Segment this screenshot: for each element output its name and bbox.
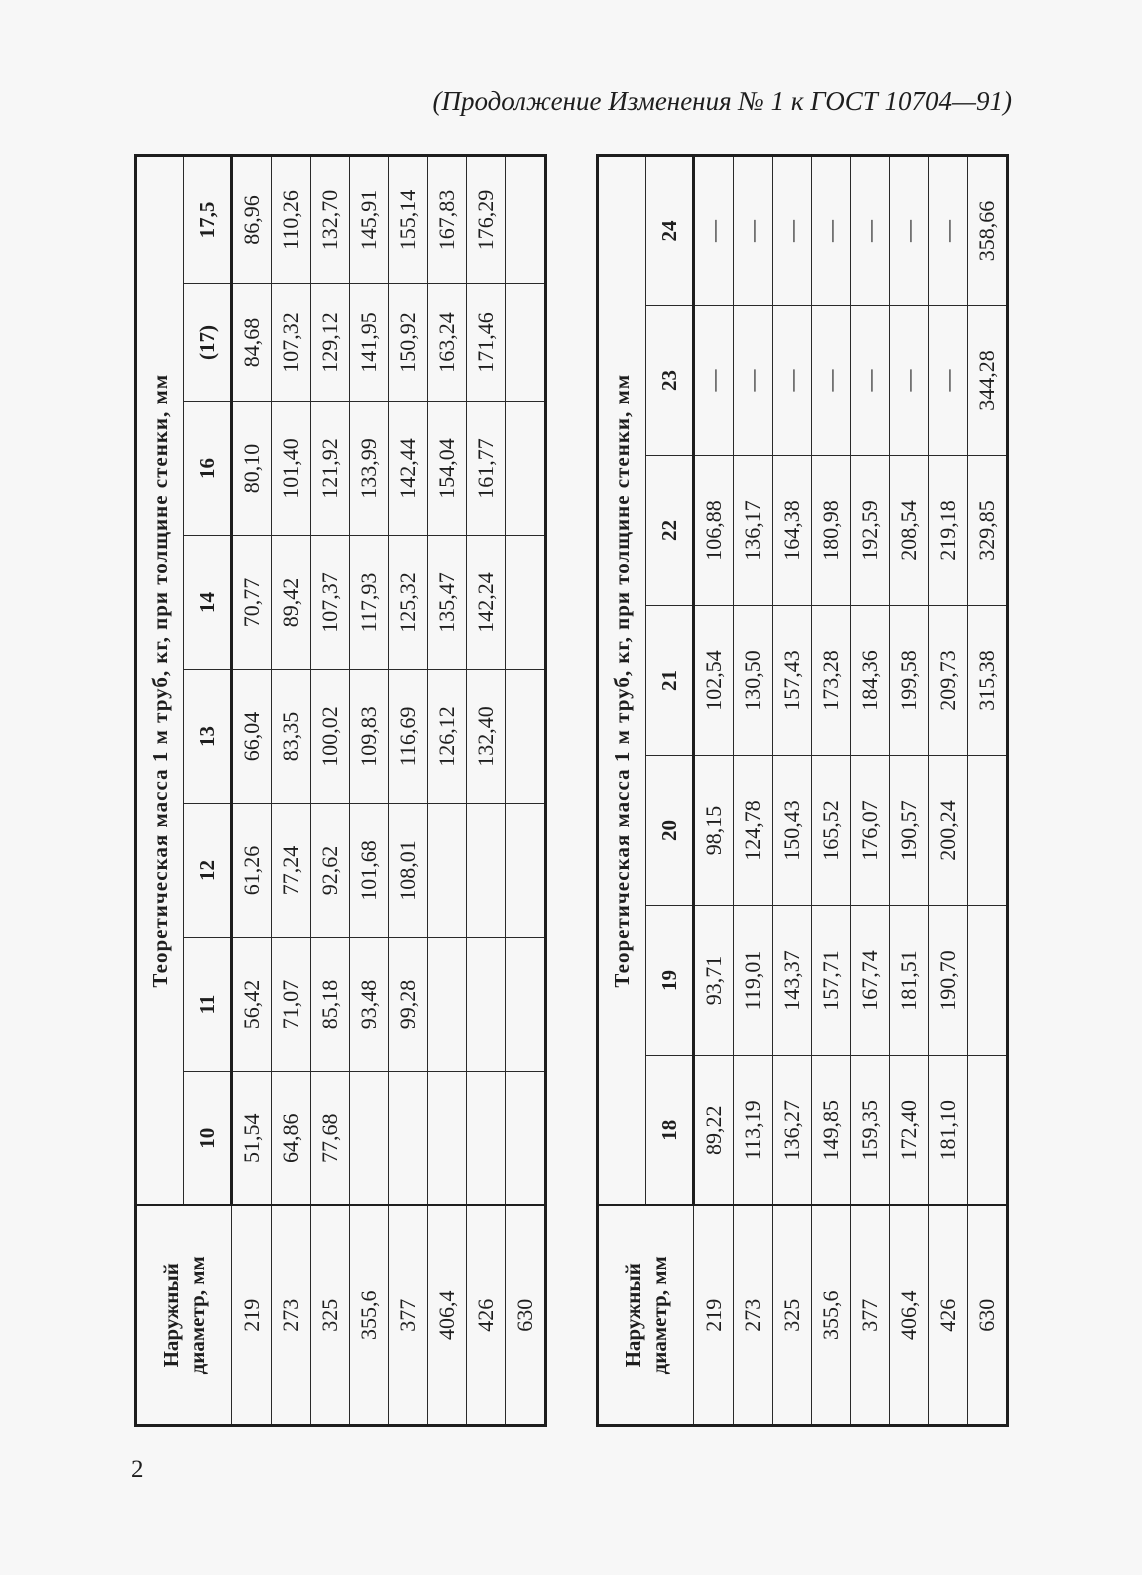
mass-header: Теоретическая масса 1 м труб, кг, при толщине стенки, мм (598, 155, 646, 1205)
diameter-cell: 219 (694, 1206, 734, 1426)
mass-cell: — (734, 306, 773, 456)
mass-cell (428, 1072, 467, 1206)
mass-cell: 70,77 (232, 536, 272, 670)
mass-cell: 358,66 (968, 155, 1008, 305)
thickness-header: 18 (646, 1056, 694, 1206)
mass-cell: 101,40 (272, 402, 311, 536)
mass-cell: 99,28 (389, 938, 428, 1072)
mass-cell: 181,10 (929, 1056, 968, 1206)
mass-table-2 (596, 157, 1009, 1427)
mass-cell: 93,48 (350, 938, 389, 1072)
thickness-header: 16 (184, 402, 232, 536)
diameter-cell: 426 (467, 1206, 506, 1426)
mass-cell (506, 804, 546, 938)
thickness-header: 12 (184, 804, 232, 938)
mass-cell: 200,24 (929, 756, 968, 906)
thickness-header: 17,5 (184, 155, 232, 283)
mass-cell: 130,50 (734, 606, 773, 756)
mass-cell: 61,26 (232, 804, 272, 938)
mass-cell: 142,44 (389, 402, 428, 536)
mass-cell: 164,38 (773, 456, 812, 606)
mass-cell (506, 536, 546, 670)
mass-cell: 107,32 (272, 284, 311, 402)
diameter-cell: 355,6 (812, 1206, 851, 1426)
table-row (272, 155, 311, 1425)
page-number: 2 (131, 1456, 144, 1483)
mass-cell: 133,99 (350, 402, 389, 536)
table-row (467, 155, 506, 1425)
mass-cell: 124,78 (734, 756, 773, 906)
mass-cell (428, 938, 467, 1072)
diameter-cell: 377 (851, 1206, 890, 1426)
mass-cell: 157,43 (773, 606, 812, 756)
mass-table-1 (134, 157, 547, 1427)
mass-cell: 219,18 (929, 456, 968, 606)
diameter-header: Наружный диаметр, мм (136, 1206, 232, 1426)
diameter-cell: 325 (773, 1206, 812, 1426)
mass-cell: 110,26 (272, 155, 311, 283)
mass-cell: 209,73 (929, 606, 968, 756)
mass-cell: 64,86 (272, 1072, 311, 1206)
mass-cell (506, 938, 546, 1072)
table-row (506, 155, 546, 1425)
thickness-header: 20 (646, 756, 694, 906)
mass-cell: 56,42 (232, 938, 272, 1072)
mass-cell: 107,37 (311, 536, 350, 670)
mass-cell (506, 284, 546, 402)
mass-cell: — (890, 155, 929, 305)
diameter-cell: 406,4 (428, 1206, 467, 1426)
diameter-cell: 630 (506, 1206, 546, 1426)
mass-cell: 136,27 (773, 1056, 812, 1206)
mass-cell: 161,77 (467, 402, 506, 536)
diameter-cell: 273 (734, 1206, 773, 1426)
mass-cell: 108,01 (389, 804, 428, 938)
mass-cell: 171,46 (467, 284, 506, 402)
mass-cell: 113,19 (734, 1056, 773, 1206)
table-row (851, 155, 890, 1425)
mass-cell: 143,37 (773, 906, 812, 1056)
diameter-cell: 325 (311, 1206, 350, 1426)
diameter-cell: 355,6 (350, 1206, 389, 1426)
diameter-cell: 630 (968, 1206, 1008, 1426)
mass-cell: 129,12 (311, 284, 350, 402)
mass-cell: 106,88 (694, 456, 734, 606)
mass-cell: 121,92 (311, 402, 350, 536)
mass-cell: 51,54 (232, 1072, 272, 1206)
mass-cell: 93,71 (694, 906, 734, 1056)
mass-cell: — (812, 306, 851, 456)
mass-cell: 155,14 (389, 155, 428, 283)
table-row (890, 155, 929, 1425)
mass-cell: 92,62 (311, 804, 350, 938)
mass-cell: 66,04 (232, 670, 272, 804)
mass-cell: — (851, 155, 890, 305)
mass-cell: 344,28 (968, 306, 1008, 456)
table-row (428, 155, 467, 1425)
mass-cell: 180,98 (812, 456, 851, 606)
thickness-header: 23 (646, 306, 694, 456)
mass-cell (968, 756, 1008, 906)
mass-cell: 86,96 (232, 155, 272, 283)
mass-cell (968, 1056, 1008, 1206)
mass-cell (506, 1072, 546, 1206)
mass-cell: 89,42 (272, 536, 311, 670)
mass-cell: 142,24 (467, 536, 506, 670)
thickness-header: (17) (184, 284, 232, 402)
table-row (232, 155, 272, 1425)
mass-cell: 181,51 (890, 906, 929, 1056)
mass-cell: 109,83 (350, 670, 389, 804)
table-row (734, 155, 773, 1425)
mass-cell (506, 402, 546, 536)
mass-cell: 101,68 (350, 804, 389, 938)
mass-cell: 71,07 (272, 938, 311, 1072)
mass-cell: — (773, 155, 812, 305)
mass-cell: 80,10 (232, 402, 272, 536)
mass-cell: 167,74 (851, 906, 890, 1056)
mass-cell: 135,47 (428, 536, 467, 670)
mass-cell: 77,24 (272, 804, 311, 938)
mass-cell: 89,22 (694, 1056, 734, 1206)
thickness-header: 14 (184, 536, 232, 670)
mass-cell: 154,04 (428, 402, 467, 536)
diameter-cell: 406,4 (890, 1206, 929, 1426)
mass-cell: 157,71 (812, 906, 851, 1056)
mass-cell: 199,58 (890, 606, 929, 756)
diameter-cell: 219 (232, 1206, 272, 1426)
mass-cell: 136,17 (734, 456, 773, 606)
table-row (773, 155, 812, 1425)
mass-cell: 117,93 (350, 536, 389, 670)
mass-cell (506, 670, 546, 804)
mass-cell: 172,40 (890, 1056, 929, 1206)
mass-cell: 150,92 (389, 284, 428, 402)
mass-cell (467, 938, 506, 1072)
thickness-header: 10 (184, 1072, 232, 1206)
table-row (929, 155, 968, 1425)
mass-cell: 167,83 (428, 155, 467, 283)
mass-cell: — (694, 155, 734, 305)
table-row (694, 155, 734, 1425)
mass-cell: — (851, 306, 890, 456)
thickness-header: 22 (646, 456, 694, 606)
mass-cell (968, 906, 1008, 1056)
mass-cell (389, 1072, 428, 1206)
mass-cell: 132,70 (311, 155, 350, 283)
mass-cell: 100,02 (311, 670, 350, 804)
mass-cell: 83,35 (272, 670, 311, 804)
diameter-cell: 426 (929, 1206, 968, 1426)
table-row (968, 155, 1008, 1425)
mass-cell: 125,32 (389, 536, 428, 670)
mass-cell (467, 804, 506, 938)
table-row (812, 155, 851, 1425)
mass-cell: 173,28 (812, 606, 851, 756)
mass-cell: 329,85 (968, 456, 1008, 606)
mass-cell: 149,85 (812, 1056, 851, 1206)
mass-cell: 315,38 (968, 606, 1008, 756)
mass-cell: — (812, 155, 851, 305)
mass-cell: 190,70 (929, 906, 968, 1056)
mass-cell: 145,91 (350, 155, 389, 283)
mass-cell: 165,52 (812, 756, 851, 906)
thickness-header: 21 (646, 606, 694, 756)
table-row (389, 155, 428, 1425)
diameter-header: Наружный диаметр, мм (598, 1206, 694, 1426)
mass-cell: 208,54 (890, 456, 929, 606)
mass-cell: 192,59 (851, 456, 890, 606)
thickness-header: 13 (184, 670, 232, 804)
thickness-header: 19 (646, 906, 694, 1056)
mass-cell: — (694, 306, 734, 456)
mass-cell: 119,01 (734, 906, 773, 1056)
mass-cell: — (734, 155, 773, 305)
mass-cell: — (929, 155, 968, 305)
diameter-cell: 377 (389, 1206, 428, 1426)
thickness-header: 11 (184, 938, 232, 1072)
mass-header: Теоретическая масса 1 м труб, кг, при толщине стенки, мм (136, 155, 184, 1205)
mass-cell: 132,40 (467, 670, 506, 804)
mass-cell: 84,68 (232, 284, 272, 402)
mass-cell: 184,36 (851, 606, 890, 756)
diameter-cell: 273 (272, 1206, 311, 1426)
mass-cell: 126,12 (428, 670, 467, 804)
mass-cell: — (773, 306, 812, 456)
mass-cell: 150,43 (773, 756, 812, 906)
mass-cell: 116,69 (389, 670, 428, 804)
mass-cell: 176,29 (467, 155, 506, 283)
mass-cell: 190,57 (890, 756, 929, 906)
mass-cell (467, 1072, 506, 1206)
mass-cell: 77,68 (311, 1072, 350, 1206)
mass-cell: — (929, 306, 968, 456)
mass-cell: — (890, 306, 929, 456)
mass-cell: 85,18 (311, 938, 350, 1072)
mass-cell: 102,54 (694, 606, 734, 756)
mass-cell (506, 155, 546, 283)
table-row (311, 155, 350, 1425)
mass-cell: 159,35 (851, 1056, 890, 1206)
header-note: (Продолжение Изменения № 1 к ГОСТ 10704—91) (432, 86, 1012, 116)
mass-cell (428, 804, 467, 938)
mass-cell: 176,07 (851, 756, 890, 906)
mass-cell: 163,24 (428, 284, 467, 402)
table-row (350, 155, 389, 1425)
mass-cell: 98,15 (694, 756, 734, 906)
mass-cell: 141,95 (350, 284, 389, 402)
thickness-header: 24 (646, 155, 694, 305)
mass-cell (350, 1072, 389, 1206)
